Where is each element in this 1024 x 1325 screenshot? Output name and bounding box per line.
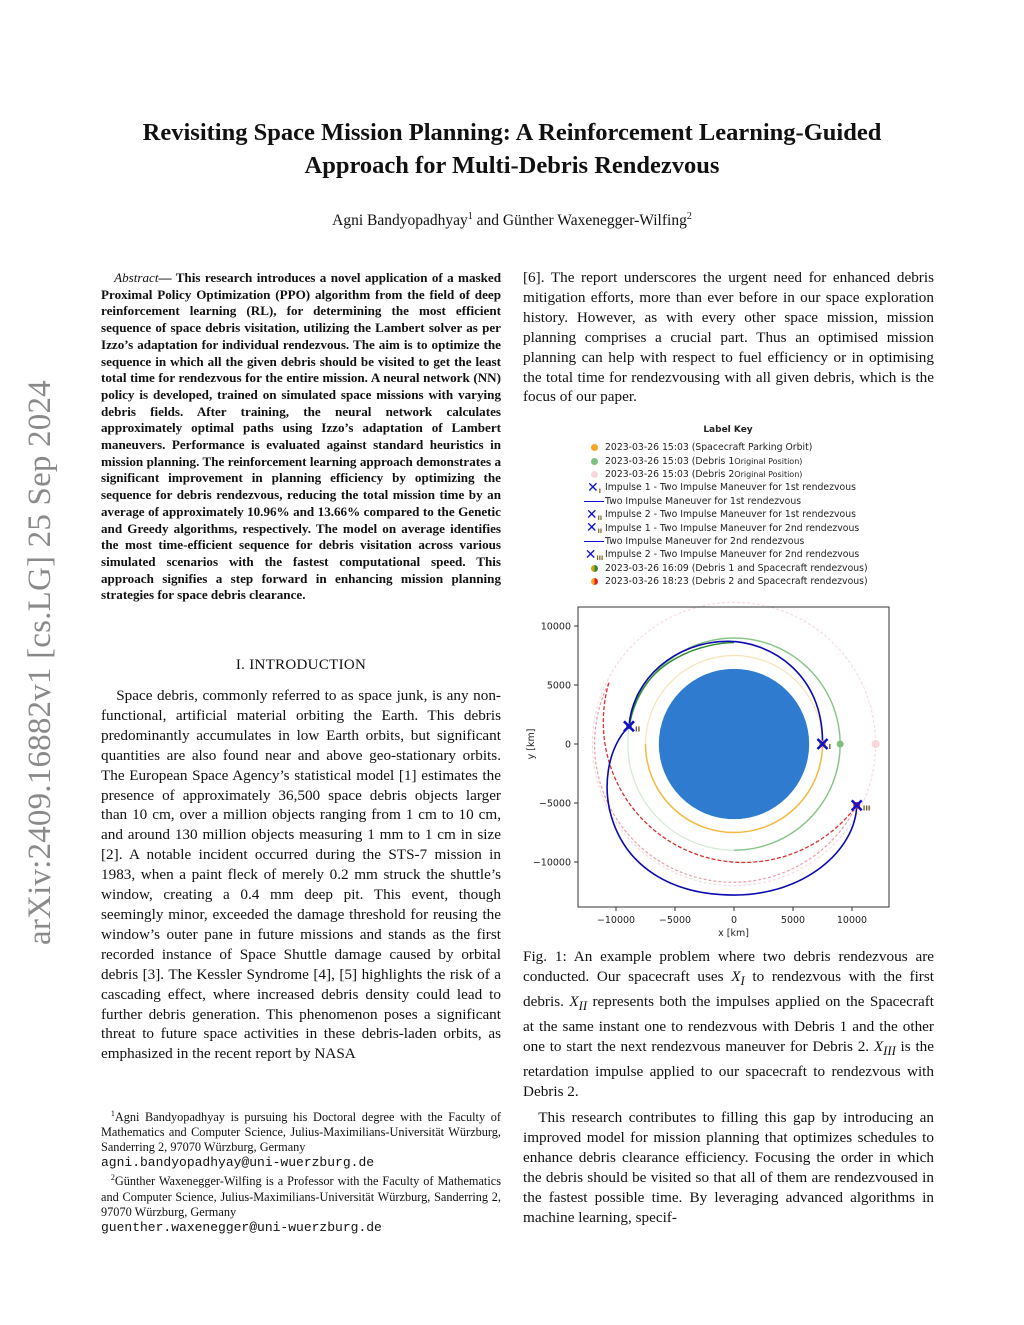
abstract-label: Abstract <box>114 270 159 285</box>
legend-item-label: Impulse 1 - Two Impulse Maneuver for 2nd rendezvous <box>605 522 860 534</box>
y-tick-label: 5000 <box>546 680 571 692</box>
dot-marker-icon <box>583 458 605 465</box>
legend-item-label: Two Impulse Maneuver for 1st rendezvous <box>605 495 802 507</box>
abstract <box>101 270 501 604</box>
legend-item <box>583 481 893 494</box>
orbit-plot <box>515 600 905 940</box>
x-tick-label: 5000 <box>780 915 806 926</box>
y-tick-label: 10000 <box>540 621 571 633</box>
line-marker-icon <box>583 541 605 543</box>
footnote-1 <box>101 1106 501 1170</box>
author-list <box>80 211 944 230</box>
abstract-dash: — <box>158 270 176 285</box>
title-line-1: Revisiting Space Mission Planning: A Reinforcement Learning-Guided <box>142 119 882 146</box>
arxiv-stamp: arXiv:2409.16882v1 [cs.LG] 25 Sep 2024 <box>22 380 58 945</box>
title-line-2: Approach for Multi-Debris Rendezvous <box>304 152 720 179</box>
figure-legend <box>583 425 893 588</box>
footnote-2-marker: 2 <box>110 1173 115 1183</box>
legend-item <box>583 562 893 575</box>
line-marker-icon <box>583 501 605 503</box>
y-tick-label: −10000 <box>532 857 571 869</box>
caption-end: is the retardation impulse applied to our spacecraft to rendezvous with Debris 2. <box>523 1037 935 1100</box>
author-separator: and <box>472 212 503 230</box>
caption-x2: X <box>569 992 579 1010</box>
svg-text:III: III <box>862 804 871 813</box>
caption-x2-sub: II <box>578 998 588 1013</box>
x-marker-icon: ✕ II <box>585 520 603 537</box>
legend-item <box>583 520 893 537</box>
footnote-2-email[interactable]: guenther.waxenegger@uni-wuerzburg.de <box>101 1219 382 1235</box>
caption-prefix: Fig. 1: An example problem where two debris rendezvous are conducted. Our spacecraft uses <box>523 948 934 985</box>
section-heading-introduction: I. INTRODUCTION <box>235 657 367 673</box>
x-tick-label: 0 <box>730 915 738 926</box>
abstract-text: This research introduces a novel application of a masked Proximal Policy Optimization (PPO) algorithm from the field of deep reinforcement learning (RL), for determining the most efficient sequence of space debris visitation, utilizing the Lambert solver as per Izzo’s adaptation for individual rendezvous. The aim is to optimize the sequence in which all the given debris should be visited to get the least total time for rendezvous for the entire mission. A neural network (NN) policy is developed, trained on simulated space missions with varying debris fields. After training, the neural network calculates approximately optimal paths using Izzo’s adaptation of Lambert maneuvers. Performance is evaluated against standard heuristics in mission planning. The reinforcement learning approach demonstrates a significant improvement in planning efficiency by optimizing the sequence for debris rendezvous, reducing the total mission time by an average of approximately 10.96% and 13.66% compared to the Genetic and Greedy algorithms, respectively. The model on average identifies the most time-efficient sequence for debris visitation across various simulated scenarios with the fastest computational speed. This approach signifies a step forward in enhancing mission planning strategies for space debris clearance. <box>101 270 501 603</box>
legend-item <box>583 548 893 561</box>
legend-item-label: Two Impulse Maneuver for 2nd rendezvous <box>605 535 805 547</box>
legend-item <box>583 441 893 454</box>
legend-item <box>583 575 893 588</box>
footnote-1-marker: 1 <box>110 1109 115 1118</box>
legend-item-label: Impulse 2 - Two Impulse Maneuver for 2nd rendezvous <box>605 549 860 561</box>
legend-title: Label Key <box>703 425 753 435</box>
x-marker-icon: ✕ II <box>585 506 603 523</box>
figure-caption <box>523 947 934 1101</box>
legend-item-label: Impulse 1 - Two Impulse Maneuver for 1st rendezvous <box>605 482 856 494</box>
caption-x3-sub: III <box>883 1043 896 1058</box>
y-axis-label: y [km] <box>526 728 537 760</box>
author-2: Günther Waxenegger-Wilfing <box>502 212 687 230</box>
svg-text:I: I <box>828 743 832 751</box>
y-tick-label: −5000 <box>538 798 571 810</box>
x-axis-label: x [km] <box>718 928 749 939</box>
legend-item <box>583 495 893 508</box>
legend-item-label: 2023-03-26 15:03 (Debris 2 <box>605 468 735 480</box>
intro-paragraph-2: This research contributes to filling this gap by introducing an improved model for mission planning that optimizes schedules to enhance debris clearance efficiency. Focusing the order in which the debris should be visited so that all of them are rendezvoused in the fastest possible time. By leveraging advanced algorithms in machine learning, specif- <box>523 1109 934 1226</box>
caption-x3: X <box>873 1037 884 1055</box>
footnote-2 <box>101 1170 501 1234</box>
legend-item <box>583 468 893 481</box>
x-tick-label: 10000 <box>836 915 868 926</box>
legend-item-note: Original Position) <box>734 456 803 466</box>
footnote-1-text: Agni Bandyopadhyay is pursuing his Doctoral degree with the Faculty of Mathematics and Computer Science, Julius-Maximilians-Universität Würzburg, Sanderring 2, 97070 Würzburg, Germany <box>101 1110 501 1155</box>
y-tick-label: 0 <box>564 739 571 751</box>
footnote-2-text: Günther Waxenegger-Wilfing is a Professor with the Faculty of Mathematics and Computer Science, Julius-Maximilians-Universität Würzburg, Sanderring 2, 97070 Würzburg, Germany <box>101 1174 501 1219</box>
legend-item-label: 2023-03-26 15:03 (Debris 1 <box>605 455 735 467</box>
caption-x1-sub: I <box>740 973 745 988</box>
rendezvous-marker-icon <box>583 578 605 585</box>
x-tick-label: −5000 <box>658 915 692 926</box>
x-marker-icon: ✕ III <box>584 546 604 563</box>
legend-item-label: 2023-03-26 16:09 (Debris 1 and Spacecraft rendezvous) <box>605 562 868 574</box>
legend-item <box>583 454 893 467</box>
footnote-1-email[interactable]: agni.bandyopadhyay@uni-wuerzburg.de <box>101 1155 375 1171</box>
author-2-affiliation: 2 <box>686 211 692 222</box>
legend-item <box>583 535 893 548</box>
caption-mid2: represents both the impulses applied on the Spacecraft at the same instant one to rendezvous with Debris 1 and the other one to start the next rendezvous maneuver for Debris 2. <box>523 992 934 1055</box>
debris2-original-marker <box>872 740 880 748</box>
legend-item <box>583 508 893 521</box>
x-tick-label: −10000 <box>596 915 636 926</box>
caption-mid1: to rendezvous with the first debris. <box>523 967 934 1010</box>
legend-item-note: Original Position) <box>734 469 803 479</box>
legend-item-label: Impulse 2 - Two Impulse Maneuver for 1st rendezvous <box>605 509 856 521</box>
footnotes <box>101 1106 501 1235</box>
paper-title <box>80 116 944 182</box>
dot-marker-icon <box>583 471 605 478</box>
author-1: Agni Bandyopadhyay <box>332 212 468 230</box>
intro-paragraph-1: Space debris, commonly referred to as space junk, is any non-functional, artificial material orbiting the Earth. This debris predominantly accumulates in low Earth orbits, but significant quantities are also found near and above geo-stationary orbits. The European Space Agency’s statistical model [1] estimates the presence of approximately 36,500 space debris objects larger than 10 cm, over a million objects ranging from 1 cm to 10 cm, and around 130 million objects measuring 1 mm to 1 cm in size [2]. A notable incident occurred during the STS-7 mission in 1983, when a paint fleck of merely 0.2 mm struck the shuttle’s window, creating a 0.4 mm deep pit. This event, though seemingly minor, exceeded the damage threshold for reusing the window’s outer pane in future missions and stands as the first recorded instance of Space Shuttle damage caused by orbital debris [3]. The Kessler Syndrome [4], [5] highlights the risk of a cascading effect, where increased debris density could lead to further debris generation. This phenomenon poses a significant threat to future space activities in these debris-laden orbits, as emphasized in the recent report by NASA <box>101 687 501 1063</box>
svg-text:II: II <box>634 725 641 734</box>
legend-rows <box>583 441 893 588</box>
author-1-affiliation: 1 <box>467 211 473 222</box>
earth-disc <box>659 669 809 819</box>
intro-paragraph-1-continued: [6]. The report underscores the urgent need for enhanced debris mitigation efforts, more than ever before in our space exploration history. However, as with every other space mission, mission planning comprises a crucial part. Thus an optimised mission planning can help with respect to fuel efficiency or in optimising the total time for rendezvousing with all given debris, which is the focus of our paper. <box>523 269 934 406</box>
rendezvous-marker-icon <box>583 565 605 572</box>
legend-item-label: 2023-03-26 18:23 (Debris 2 and Spacecraft rendezvous) <box>605 576 868 588</box>
impulse-II-marker <box>624 721 640 733</box>
caption-x1: X <box>731 967 741 985</box>
x-marker-icon: ✕ I <box>587 479 601 496</box>
dot-marker-icon <box>583 444 605 451</box>
debris1-original-marker <box>837 741 844 748</box>
legend-item-label: 2023-03-26 15:03 (Spacecraft Parking Orbit) <box>605 442 813 454</box>
